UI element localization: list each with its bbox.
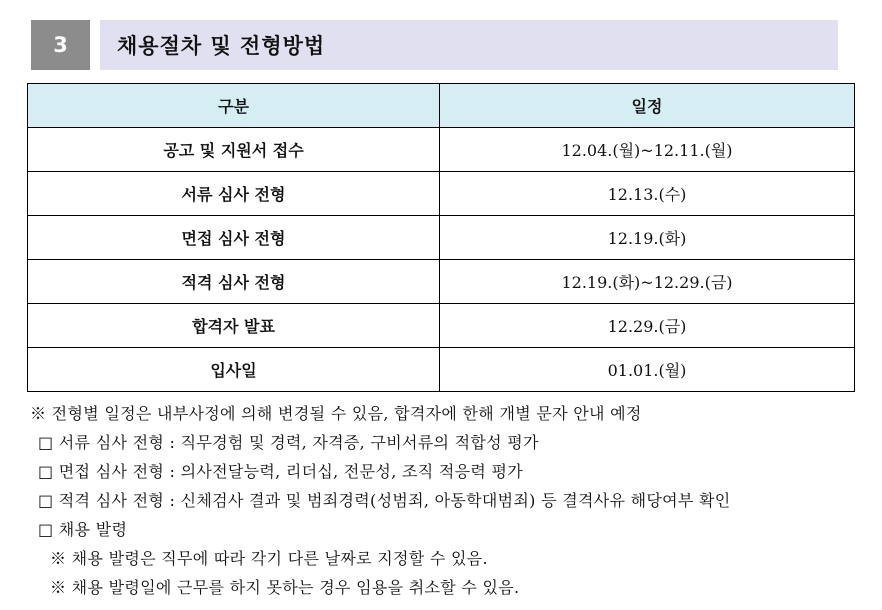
- schedule-table: [27, 83, 855, 392]
- section-title: 채용절차 및 전형방법: [100, 20, 838, 70]
- step-cell: 서류 심사 전형: [28, 172, 440, 216]
- step-cell: 적격 심사 전형: [28, 260, 440, 304]
- date-cell: 12.19.(화): [440, 216, 855, 260]
- appointment-date-note: ※ 채용 발령은 직무에 따라 각기 다른 날짜로 지정할 수 있음.: [50, 549, 488, 568]
- step-cell: 공고 및 지원서 접수: [28, 128, 440, 172]
- step-cell: 합격자 발표: [28, 304, 440, 348]
- notes-section: [30, 399, 860, 602]
- date-cell: 12.19.(화)~12.29.(금): [440, 260, 855, 304]
- table-row: [28, 348, 855, 392]
- table-header-row: [28, 84, 855, 128]
- step-cell: 입사일: [28, 348, 440, 392]
- schedule-change-note: ※ 전형별 일정은 내부사정에 의해 변경될 수 있음, 합격자에 한해 개별 문자 안내 예정: [30, 404, 642, 423]
- section-header: [31, 20, 838, 70]
- table-row: [28, 304, 855, 348]
- eligibility-screening-criteria: □ 적격 심사 전형 : 신체검사 결과 및 범죄경력(성범죄, 아동학대범죄) 등 결격사유 해당여부 확인: [38, 491, 731, 510]
- table-row: [28, 172, 855, 216]
- document-screening-criteria: □ 서류 심사 전형 : 직무경험 및 경력, 자격증, 구비서류의 적합성 평가: [38, 433, 539, 452]
- appointment-cancel-note: ※ 채용 발령일에 근무를 하지 못하는 경우 임용을 취소할 수 있음.: [50, 578, 520, 597]
- step-cell: 면접 심사 전형: [28, 216, 440, 260]
- date-cell: 01.01.(월): [440, 348, 855, 392]
- table-row: [28, 128, 855, 172]
- appointment-heading: □ 채용 발령: [38, 520, 128, 539]
- column-header-category: 구분: [28, 84, 440, 128]
- table-row: [28, 216, 855, 260]
- table-row: [28, 260, 855, 304]
- section-number: 3: [31, 20, 90, 70]
- column-header-schedule: 일정: [440, 84, 855, 128]
- date-cell: 12.13.(수): [440, 172, 855, 216]
- interview-screening-criteria: □ 면접 심사 전형 : 의사전달능력, 리더십, 전문성, 조직 적응력 평가: [38, 462, 524, 481]
- date-cell: 12.29.(금): [440, 304, 855, 348]
- date-cell: 12.04.(월)~12.11.(월): [440, 128, 855, 172]
